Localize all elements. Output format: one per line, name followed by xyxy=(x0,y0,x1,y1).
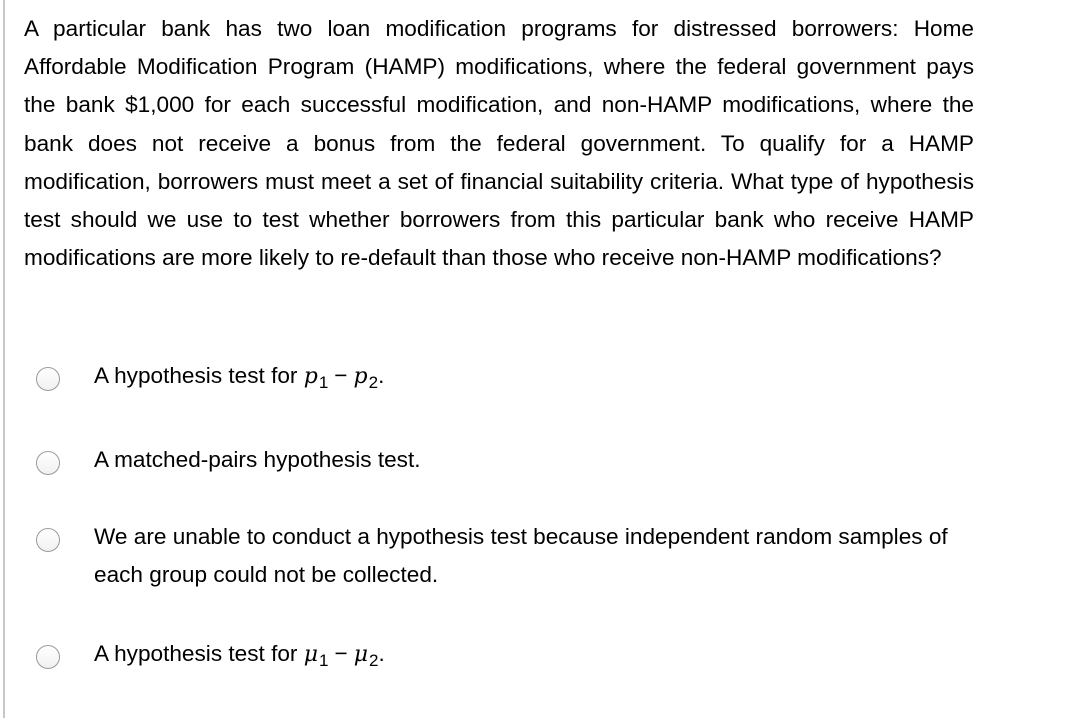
answer-option-unable-to-test[interactable] xyxy=(36,525,996,594)
radio-button[interactable] xyxy=(36,451,60,475)
answer-option-mu1-minus-mu2[interactable] xyxy=(36,642,996,680)
option-label: A hypothesis test for $p_1 - p_2$. xyxy=(94,363,385,392)
radio-button[interactable] xyxy=(36,367,60,391)
radio-button[interactable] xyxy=(36,528,60,552)
option-label: We are unable to conduct a hypothesis test because independent random samples of each group could not be collected. xyxy=(94,524,948,588)
math-var-p1: $p_1$ xyxy=(303,364,329,392)
question-text xyxy=(24,10,974,277)
answer-option-p1-minus-p2[interactable] xyxy=(36,364,996,402)
option-label: A hypothesis test for $\mu_1 - \mu_2$. xyxy=(94,641,385,670)
option-label: A matched-pairs hypothesis test. xyxy=(94,447,421,472)
left-border-rule xyxy=(3,0,5,718)
question-paragraph: A particular bank has two loan modification programs for distressed borrowers: Home Affordable Modification Program (HAMP) modifications, where the federal government pays the bank $1,000 for each successful modification, and non-HAMP modifications, where the bank does not receive a bonus from the federal government. To qualify for a HAMP modification, borrowers must meet a set of financial suitability criteria. What type of hypothesis test should we use to test whether borrowers from this particular bank who receive HAMP modifications are more likely to re-default than those who receive non-HAMP modifications? xyxy=(24,16,974,271)
math-var-p2: $p_2$ xyxy=(353,364,379,392)
radio-button[interactable] xyxy=(36,645,60,669)
math-var-mu1: $\mu_1$ xyxy=(303,642,329,670)
math-var-mu2: $\mu_2$ xyxy=(353,642,379,670)
answer-option-matched-pairs[interactable] xyxy=(36,448,996,479)
